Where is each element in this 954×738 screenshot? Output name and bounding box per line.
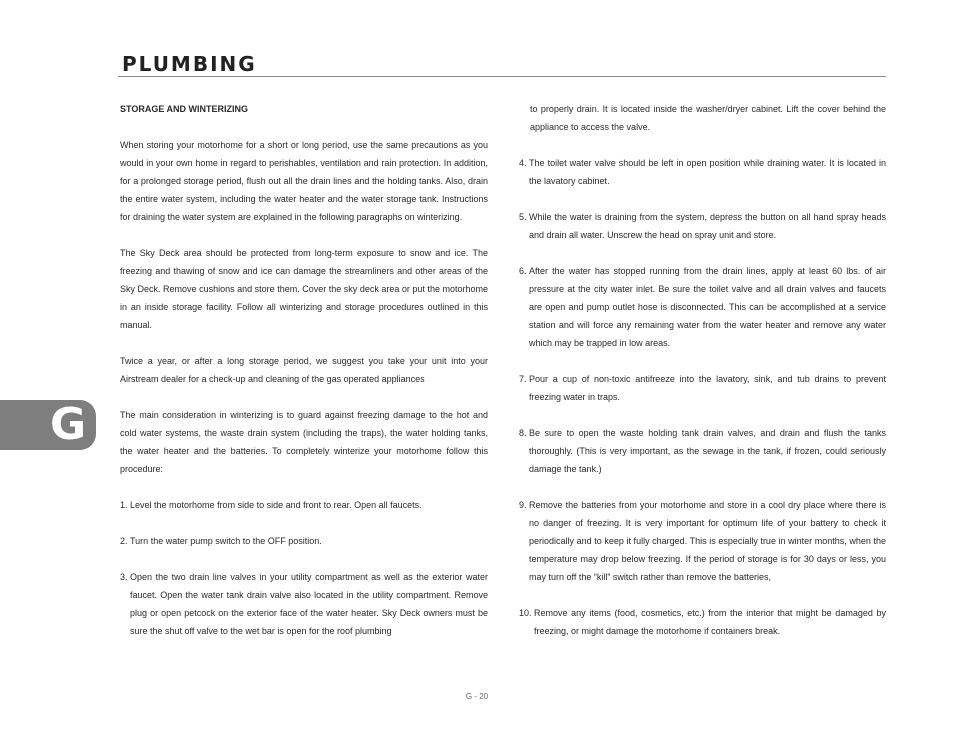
step-text: Pour a cup of non-toxic antifreeze into the lavatory, sink, and tub drains to prevent freezing water in traps. — [529, 374, 886, 402]
step-text: Level the motorhome from side to side and front to rear. Open all faucets. — [130, 500, 422, 510]
title-divider — [118, 76, 886, 77]
step-number: 4. — [519, 158, 530, 168]
step-text: The toilet water valve should be left in open position while draining water. It is located in the lavatory cabinet. — [529, 158, 886, 186]
paragraph-storage: When storing your motorhome for a short or long period, use the same precautions as you would in your own home in regard to perishables, ventilation and rain protection. In addition, for a prolonged storage period, flush out all the drain lines and the holding tanks. Also, drain the entire water system, including the water heater and the water storage tank. Instructions for draining the water system are explained in the following paragraphs on winterizing. — [120, 140, 488, 222]
list-item — [120, 496, 488, 514]
step-text: Remove the batteries from your motorhome and store in a cool dry place where there is no danger of freezing. It is very important for optimum life of your battery to check it periodically and to keep it fully charged. This is especially true in winter months, when the temperature may drop below freezing. If the period of storage is for 30 days or less, you may turn off the “kill” switch rather than remove the batteries, — [529, 500, 886, 582]
step-text: Open the two drain line valves in your utility compartment as well as the exterior water faucet. Open the water tank drain valve also located in the utility compartment. Remove plug or open petcock on the exterior face of the water heater. Sky Deck owners must be sure the shut off valve to the wet bar is open for the roof plumbing — [130, 572, 488, 636]
step-text: After the water has stopped running from the drain lines, apply at least 60 lbs. of air pressure at the city water inlet. Be sure the toilet valve and all drain valves and faucets are open and pump outlet hose is disconnected. This can be accomplished at a service station and will force any remaining water from the water heater and remove any water which may be trapped in low areas. — [529, 266, 886, 348]
page-title: PLUMBING — [122, 52, 257, 76]
paragraph-winterizing: The main consideration in winterizing is to guard against freezing damage to the hot and cold water systems, the waste drain system (including the traps), the water holding tanks, the water heater and the batteries. To completely winterize your motorhome follow this procedure: — [120, 410, 488, 474]
step-number: 1. — [120, 500, 131, 510]
step-number: 6. — [519, 266, 530, 276]
step-text: Turn the water pump switch to the OFF position. — [130, 536, 322, 546]
step-number: 3. — [120, 572, 131, 582]
list-item — [519, 424, 886, 478]
step-text: While the water is draining from the system, depress the button on all hand spray heads and drain all water. Unscrew the head on spray unit and store. — [529, 212, 886, 240]
paragraph-sky-deck: The Sky Deck area should be protected from long-term exposure to snow and ice. The freezing and thawing of snow and ice can damage the streamliners and other areas of the Sky Deck. Remove cushions and store them. Cover the sky deck area or put the motorhome in an inside storage facility. Follow all winterizing and storage procedures outlined in this manual. — [120, 248, 488, 330]
step-number: 7. — [519, 374, 530, 384]
step-text: Be sure to open the waste holding tank drain valves, and drain and flush the tanks thoroughly. (This is very important, as the sewage in the tank, if frozen, could seriously damage the tank.) — [529, 428, 886, 474]
list-item — [120, 568, 488, 640]
list-item — [519, 208, 886, 244]
step-3-continuation: to properly drain. It is located inside the washer/dryer cabinet. Lift the cover behind the appliance to access the valve. — [530, 104, 886, 132]
step-number: 5. — [519, 212, 530, 222]
step-number: 9. — [519, 500, 530, 510]
step-number: 10. — [519, 608, 535, 618]
page-number: G - 20 — [465, 692, 489, 701]
left-column — [120, 100, 488, 658]
list-item — [519, 154, 886, 190]
list-item — [120, 532, 488, 550]
step-number: 2. — [120, 536, 131, 546]
right-column — [519, 100, 886, 658]
section-tab-letter: G — [50, 399, 87, 450]
section-heading: STORAGE AND WINTERIZING — [120, 104, 248, 114]
list-item — [519, 496, 886, 586]
list-item — [519, 604, 886, 640]
step-text: Remove any items (food, cosmetics, etc.) from the interior that might be damaged by freezing, or might damage the motorhome if containers break. — [534, 608, 886, 636]
step-number: 8. — [519, 428, 530, 438]
list-item — [519, 370, 886, 406]
list-item — [519, 262, 886, 352]
paragraph-dealer-checkup: Twice a year, or after a long storage period, we suggest you take your unit into your Airstream dealer for a check-up and cleaning of the gas operated appliances — [120, 356, 488, 384]
